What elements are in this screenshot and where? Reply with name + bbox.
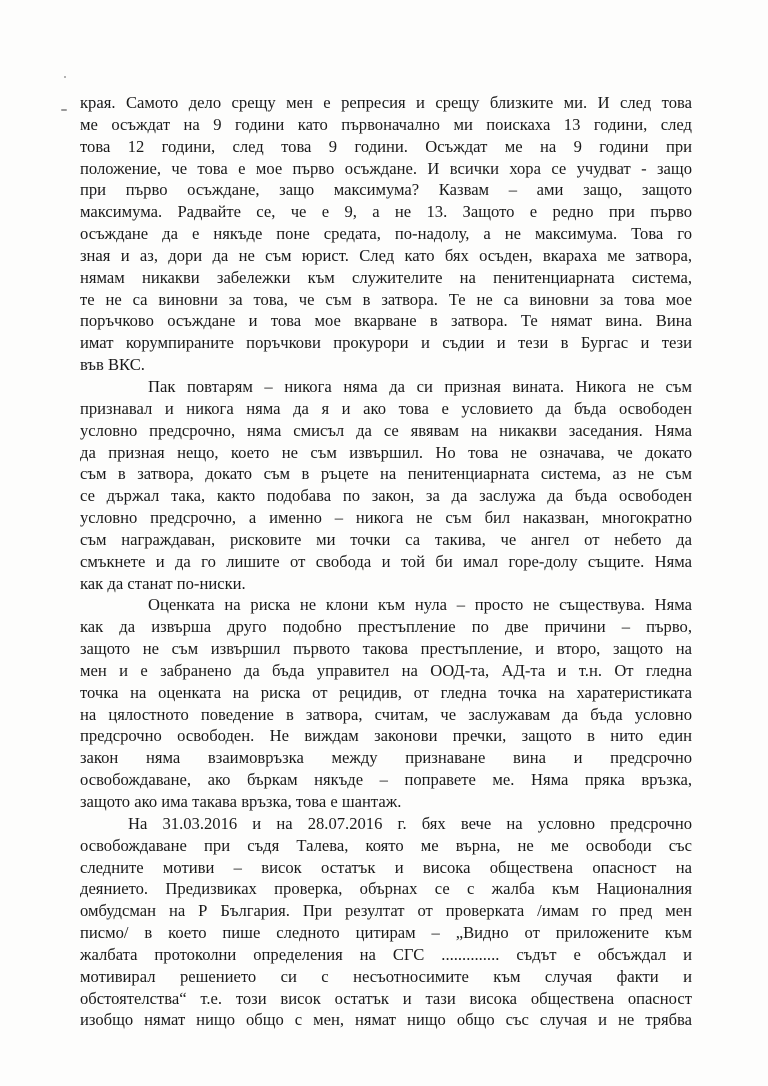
text-line: освобождаване, ако бъркам някъде – поправете ме. Няма пряка връзка, [80, 770, 692, 790]
text-line: имат корумпираните поръчкови прокурори и съдии и тези в Бургас и тези [80, 333, 692, 353]
text-line: ме осъждат на 9 години като първоначално ми поискаха 13 години, след [80, 114, 692, 134]
text-line: Пак повтарям – никога няма да си призная вината. Никога не съм [148, 376, 692, 396]
text-line: съм награждаван, рисковите ми точки са такива, че ангел от небето да [80, 529, 692, 549]
text-line: предсрочно освободен. Не виждам законови пречки, защото в нито един [80, 726, 692, 746]
text-line: На 31.03.2016 и на 28.07.2016 г. бях вече на условно предсрочно [128, 813, 692, 833]
text-line: точка на оценката на риска от рецидив, от гледна точка на харатеристиката [80, 682, 692, 702]
text-line: закон няма взаимовръзка между признаване вина и предсрочно [80, 748, 692, 768]
scan-speck-margin [61, 109, 67, 111]
text-line: защото ако има такава връзка, това е шантаж. [80, 792, 402, 811]
text-line: обстоятелства“ т.е. този висок остатък и тази висока обществена опасност [80, 988, 692, 1008]
text-line: признавал и никога няма да я и ако това е условието да бъда освободен [80, 398, 692, 418]
text-line: края. Самото дело срещу мен е репресия и срещу близките ми. И след това [80, 93, 692, 112]
text-line: защото не съм извършил първото такова престъпление, и второ, защото на [80, 639, 692, 659]
text-line: писмо/ в което пише следното цитирам – „Видно от приложените към [80, 923, 692, 943]
scan-speck-top [64, 76, 66, 78]
text-line: поръчково осъждане и това мое вкарване в затвора. Те нямат вина. Вина [80, 311, 692, 331]
text-line: условно предсрочно, няма смисъл да се явявам на никакви заседания. Няма [80, 420, 692, 440]
text-line: във ВКС. [80, 355, 145, 375]
text-line: мен и е забранено да бъда управител на ООД-та, АД-та и т.н. От гледна [80, 660, 692, 680]
text-line: при първо осъждане, защо максимума? Казвам – ами защо, защото [80, 180, 692, 200]
text-line: зная и аз, дори да не съм юрист. След като бях осъден, вкараха ме затвора, [80, 245, 692, 265]
text-line: се държал така, както подобава по закон, за да заслужа да бъда освободен [80, 486, 692, 506]
text-line: жалбата протоколни определения на СГС .............. съдът е обсъждал и [80, 944, 692, 964]
text-line: смъкнете и да го лишите от свобода и той би имал горе-долу същите. Няма [80, 551, 692, 571]
text-line: как да станат по-ниски. [80, 573, 246, 593]
text-line: да призная нещо, което не съм извършил. Но това не означава, че докато [80, 442, 692, 462]
text-line: условно предсрочно, а именно – никога не съм бил наказван, многократно [80, 508, 692, 528]
text-line: нямам никакви забележки към служителите на пенитенциарната система, [80, 267, 692, 287]
text-line: те не са виновни за това, че съм в затвора. Те не са виновни за това мое [80, 289, 692, 309]
text-line: следните мотиви – висок остатък и висока обществена опасност на [80, 857, 692, 877]
text-line: изобщо нямат нищо общо с мен, нямат нищо общо със случая и не трябва [80, 1010, 692, 1030]
text-line: как да извърша друго подобно престъпление по две причини – първо, [80, 617, 692, 637]
text-line: на цялостното поведение в затвора, считам, че заслужавам да бъда условно [80, 704, 692, 724]
text-line: осъждане да е някъде поне средата, по-надолу, а не максимума. Това го [80, 224, 692, 244]
text-line: деянието. Предизвиках проверка, обърнах се с жалба към Националния [80, 879, 692, 899]
document-body [80, 92, 692, 1031]
text-line: освобождаване при съдя Талева, която ме върна, не ме освободи със [80, 835, 692, 855]
text-line: положение, че това е мое първо осъждане. И всички хора се учудват - защо [80, 158, 692, 178]
text-line: съм в затвора, докато съм в ръцете на пенитенциарната система, аз не съм [80, 464, 692, 484]
text-line: Оценката на риска не клони към нула – просто не съществува. Няма [148, 595, 692, 615]
text-line: омбудсман на Р България. При резултат от проверката /имам го пред мен [80, 901, 692, 921]
text-line: максимума. Радвайте се, че е 9, а не 13. Защото е редно при първо [80, 202, 692, 222]
text-line: това 12 години, след това 9 години. Осъждат ме на 9 години при [80, 136, 692, 156]
text-line: мотивирал решението си с несъотносимите към случая факти и [80, 966, 692, 986]
